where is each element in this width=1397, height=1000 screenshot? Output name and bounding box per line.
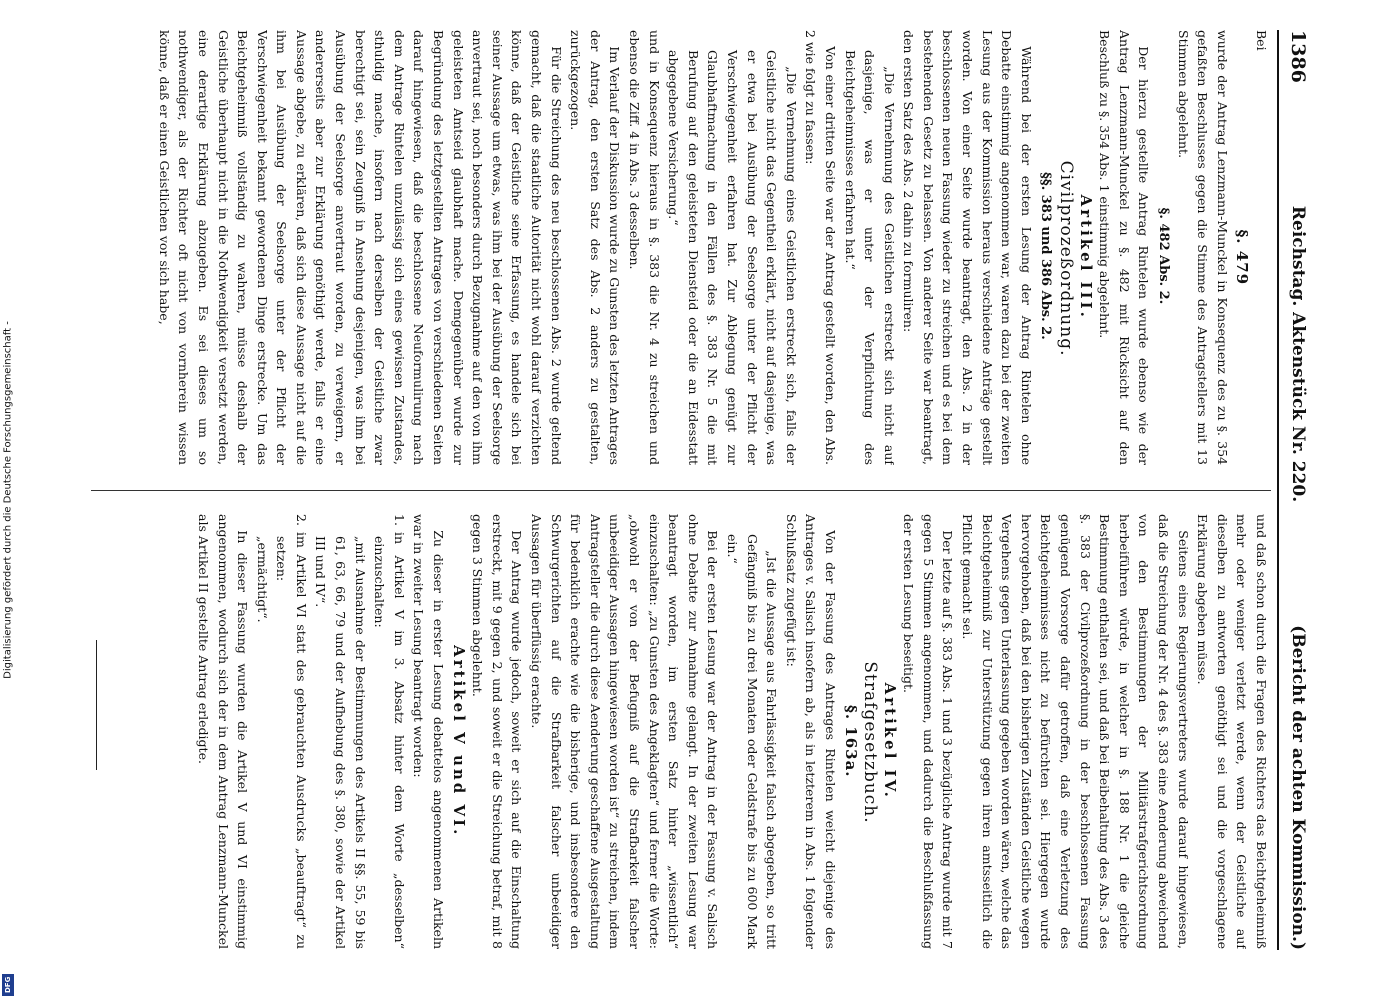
paragraph: Der Antrag wurde jedoch, soweit er sich auf die Einschaltung erstreckt, mit 9 gegen 2, und soweit er die Streichung betraf, mit 8 gegen 3 Stimmen abgelehnt. — [470, 514, 525, 949]
end-rule — [96, 640, 97, 770]
header-right-title: (Bericht der achten Kommission.) — [1288, 625, 1308, 950]
list-item — [370, 514, 409, 949]
quote: „Die Vernehmung des Geistlichen erstreckt sich nicht auf dasjenige, was er unter der Verpflichtung des Beichtgeheimnisses erfahren hat.“ — [842, 50, 897, 465]
paragraph: wurde der Antrag Lenzmann-Munckel in Konsequenz des zu §. 354 gefaßten Beschlusses gegen die Stimme des Antragstellers mit 13 Stimmen abgelehnt. — [1175, 30, 1230, 465]
quote: „Ist die Aussage aus Fahrlässigkeit falsch abgegeben, so tritt Gefängniß bis zu drei Monaten oder Geldstrafe bis zu 600 Mark ein.“ — [724, 534, 780, 949]
list-text: in Artikel V im 3. Absatz hinter dem Worte „desselben“ einzuschalten: — [372, 532, 407, 949]
left-column — [91, 30, 1271, 465]
list-text: im Artikel VI statt des gebrauchten Ausdrucks „beauftragt“ zu setzen: — [274, 532, 309, 949]
article-3-heading: Artikel III. — [1076, 194, 1095, 320]
header-rule — [1277, 30, 1279, 950]
column-divider — [91, 490, 1271, 491]
paragraph: Zu dieser in erster Lesung debattelos angenommenen Artikeln war in zweiter Lesung beantragt worden: — [411, 514, 447, 949]
paragraph: Im Verlauf der Diskussion wurde zu Gunsten des letzten Antrages der Antrag, den ersten Satz des Abs. 2 anders zu gestalten, zurückgezogen. — [568, 30, 623, 465]
paragraph: Der hierzu gestellte Antrag Rintelen wurde ebenso wie der Antrag Lenzmann-Munckel zu §. 482 mit Rücksicht auf den Beschluß zu §. 354 Abs. 1 einstimmig abgelehnt. — [1097, 30, 1152, 465]
amendment-list — [252, 514, 409, 949]
paragraph: und in Konsequenz hieraus in §. 383 die Nr. 4 zu streichen und ebenso die Ziff. 4 in Abs. 3 desselben. — [627, 30, 662, 465]
section-383-heading: §§. 383 und 386 Abs. 2. — [1038, 172, 1054, 340]
right-column — [91, 514, 1271, 949]
article-5-6-heading: Artikel V und VI. — [449, 645, 468, 838]
paragraph: Von der Fassung des Antrages Rintelen weicht diejenige des Antrages v. Salisch insofern ab, als in letzterem in Abs. 1 folgender Schlußsatz zugefügt ist: — [783, 514, 838, 949]
bei-label: Bei — [1254, 30, 1269, 51]
page-number: 1386 — [1287, 30, 1309, 83]
paragraph: Seitens eines Regierungsvertreters wurde darauf hingewiesen, daß die Streichung der Nr. 4 des §. 383 eine Aenderung abweichend von den Bestimmungen der Militärstrafgerichtsordnung herbeiführen würde, in welcher in §. 188 Nr. 1 die gleiche Bestimmung enthalten sei, und daß bei Beibehaltung des Abs. 3 des §. 383 der Civilprozeßordnung in der beschlossenen Fassung genügend Vorsorge dafür getroffen, daß eine Verletzung des Beichtgeheimnisses nicht zu befürchten sei. Hiergegen wurde hervorgehoben, daß bei den bisherigen Zuständen Geistliche wegen Vergehens gegen Unterlassung gegeben worden wären, welche das Beichtgeheimniß zur Unterstützung gegen ihren amtsseitlich die Pflicht gemacht sei. — [960, 514, 1191, 949]
paragraph: Während bei der ersten Lesung der Antrag Rintelen ohne Debatte einstimmig angenommen war, waren dazu bei der zweiten Lesung aus der Kommission heraus verschiedene Anträge gestellt worden. Von einer Seite wurde beantragt, den Abs. 2 in der beschlossenen neuen Fassung wieder zu streichen und es bei dem bestehenden Gesetz zu belassen. Von anderer Seite war beantragt, den ersten Satz des Abs. 2 dahin zu formuliren: — [901, 30, 1034, 465]
list-number: 1. — [391, 514, 407, 526]
quote: „Die Vernehmung eines Geistlichen erstreckt sich, falls der Geistliche nicht das Gegentheil erklärt, nicht auf dasjenige, was er etwa bei Ausübung der Seelsorge unter der Pflicht der Verschwiegenheit erfahren hat. Zur Ablegung genügt zur Glaubhaftmachung in den Fällen des §. 383 Nr. 5 die mit Berufung auf den geleisteten Diensteid oder die an Eidesstatt abgegebene Versicherung.“ — [666, 50, 799, 465]
quote: „mit Ausnahme der Bestimmungen des Artikels II §§. 55, 59 bis 61, 63, 66, 79 und der Aufhebung des §. 380, sowie der Artikel III und IV“. — [313, 536, 368, 949]
paragraph: Von einer dritten Seite war der Antrag gestellt worden, den Abs. 2 wie folgt zu fassen: — [803, 30, 838, 465]
section-482-heading: §. 482 Abs. 2. — [1156, 207, 1172, 305]
code-heading: Civilprozeßordnung. — [1056, 160, 1077, 357]
section-163a-heading: §. 163a. — [841, 704, 860, 778]
paragraph: und daß schon durch die Fragen des Richters das Beichtgeheimniß mehr oder weniger verletzt werde, wenn der Geistliche auf dieselben zu antworten genöthigt sei und die vorgeschlagene Erklärung abgeben müsse. — [1195, 514, 1269, 949]
list-number: 2. — [293, 514, 309, 526]
article-4-heading: Artikel IV. — [880, 682, 899, 800]
paragraph: In dieser Fassung wurden die Artikel V und VI einstimmig angenommen, wodurch sich der in dem Antrag Lenzmann-Munckel als Artikel II gestellte Antrag erledigte. — [195, 514, 251, 949]
page-header — [1281, 30, 1315, 950]
header-left-title: Reichstag. Aktenstück Nr. 220. — [1288, 205, 1308, 503]
paragraph: Bei der ersten Lesung war der Antrag in der Fassung v. Salisch ohne Debatte zur Annahme gelangt. In der zweiten Lesung war beantragt worden, im ersten Satz hinter „wissentlich“ einzuschalten: „zu Gunsten des Angeklagten“ und ferner die Worte: „obwohl er von der Befugniß auf die Strafbarkeit falscher unbeeidiger Aussagen hingewiesen worden ist“ zu streichen, indem Antragsteller die durch diese Aenderung geschaffene Ausgestaltung für bedenklich erachte wie die bisherige, und insbesondere den Schwurgerichten auf die Strafbarkeit falscher unbeeidiger Aussagen für überflüssig erachte. — [529, 514, 721, 949]
paragraph: Für die Streichung des neu beschlossenen Abs. 2 wurde geltend gemacht, daß die staatliche Autorität nicht wohl darauf verzichten könne, daß der Geistliche seine Erfassung, es handele sich bei seiner Aussage um etwas, was ihm bei der Ausübung der Seelsorge anvertraut sei, noch besonders durch Bezugnahme auf den von ihm geleisteten Amtseid glaubhaft mache. Demgegenüber wurde zur Begründung des letztgestellten Antrages von verschiedenen Seiten darauf hingewiesen, daß die beschlossene Neuformulirung nach dem Antrage Rintelen unzulässig sich eines gewissen Zustandes, sthuldig mache, insofern nach derselben der Geistliche zwar berechtigt sei, sein Zeugniß in Ansehung desjenigen, was ihm bei Ausübung der Seelsorge anvertraut worden, zu verweigern, er andererseits aber zur Erklärung genöthigt werde, falls er eine Aussage abgebe, zu erklären, daß sich diese Aussage nicht auf die ihm bei Ausübung der Seelsorge unter der Pflicht der Verschwiegenheit bekannt gewordenen Dinge erstrecke. Um das Beichtgeheimniß vollständig zu wahren, müsse deshalb der Geistliche überhaupt nicht in die Nothwendigkeit versetzt werden, eine derartige Erklärung abzugeben. Es sei dieses um so nothwendiger, als der Richter oft nicht von vornherein wissen könne, daß er einen Geistlichen vor sich habe, — [156, 30, 564, 465]
dfg-logo-icon: DFG — [2, 974, 14, 996]
code-heading: Strafgesetzbuch. — [860, 661, 881, 824]
list-item — [272, 514, 311, 949]
digitization-note-text: Digitalisierung gefördert durch die Deutsche Forschungsgemeinschaft - — [2, 321, 14, 679]
quote: „ermächtigt“. — [254, 536, 270, 623]
section-479-heading: §. 479 — [1233, 229, 1252, 286]
paragraph: Der letzte auf §. 383 Abs. 1 und 3 bezügliche Antrag wurde mit 7 gegen 5 Stimmen angenommen, und dadurch die Beschlußfassung der ersten Lesung beseitigt. — [901, 514, 956, 949]
